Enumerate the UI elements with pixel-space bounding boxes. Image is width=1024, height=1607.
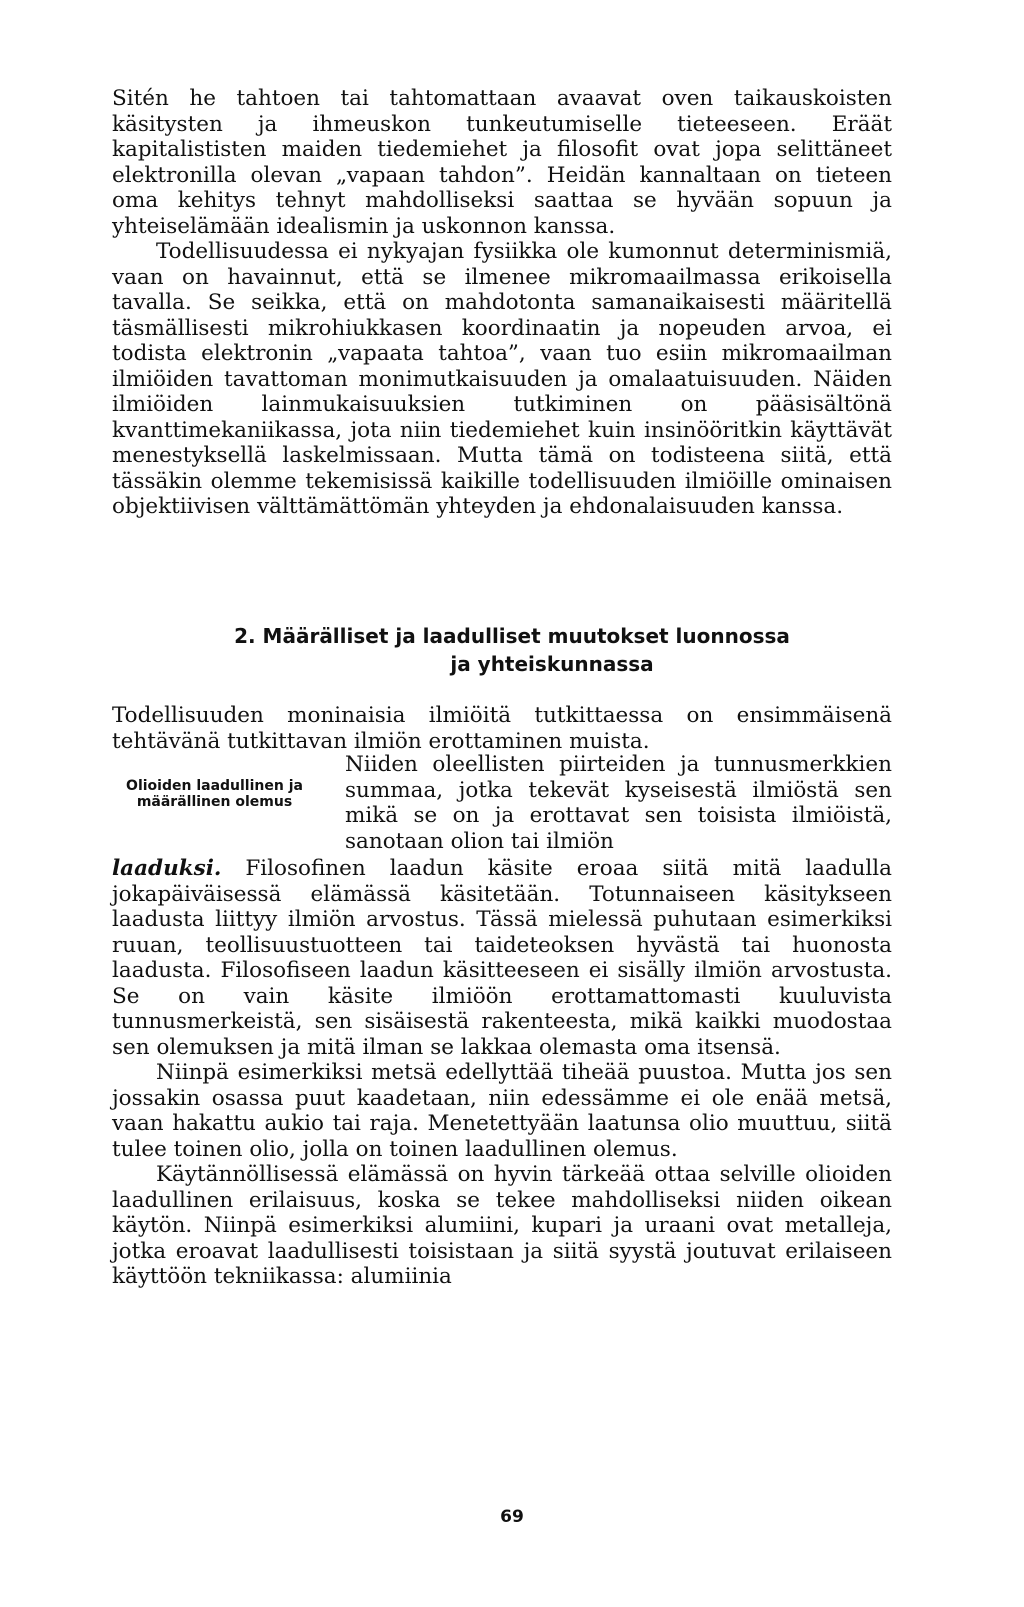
margin-note: Olioiden laadullinen ja määrällinen olemus [126,778,303,810]
side-text-block [345,752,892,854]
paragraph-intro: Todellisuuden moninaisia ilmiöitä tutkittaessa on ensimmäisenä tehtävänä tutkittavan ilmiön erottaminen muista. [112,703,892,754]
paragraph-practical: Käytännöllisessä elämässä on hyvin tärkeää ottaa selville olioiden laadullinen erilaisuus, koska se tekee mahdolliseksi niiden oikean käytön. Niinpä esimerkiksi alumiini, kupari ja uraani ovat metalleja, jotka eroavat laadullisesti toisistaan ja siitä syystä joutuvat erilaiseen käyttöön tekniikassa: alumiinia [112,1162,892,1289]
paragraph-2: Todellisuudessa ei nykyajan fysiikka ole kumonnut determinismiä, vaan on havainnut, että se ilmenee mikromaailmassa erikoisella tavalla. Se seikka, että on mahdotonta samanaikaisesti määritellä täsmällisesti mikrohiukkasen koordinaatin ja nopeuden arvoa, ei todista elektronin „vapaata tahtoa”, vaan tuo esiin mikromaailman ilmiöiden tavattoman monimutkaisuuden ja omalaatuisuuden. Näiden ilmiöiden lainmukaisuuksien tutkiminen on pääsisältönä kvanttimekaniikassa, jota niin tiedemiehet kuin insinööritkin käyttävät menestyksellä laskelmissaan. Mutta tämä on todisteena siitä, että tässäkin olemme tekemisissä kaikille todellisuuden ilmiöille ominaisen objektiivisen välttämättömän yhteyden ja ehdonalaisuuden kanssa. [112,239,892,519]
section-heading-line-1: 2. Määrälliset ja laadulliset muutokset luonnossa [234,624,790,648]
section-two-intro [112,703,892,754]
section-two-body [112,856,892,1290]
paragraph-quality [112,856,892,1060]
term-quality: laaduksi. [112,856,222,881]
paragraph-quality-text: Filosofinen laadun käsite eroaa siitä mitä laadulla jokapäiväisessä elämässä käsitetään. Totunnaiseen käsitykseen laadusta liittyy ilmiön arvostus. Tässä mielessä puhutaan esimerkiksi ruuan, teollisuustuotteen tai taideteoksen hyvästä tai huonosta laadusta. Filosofiseen laadun käsitteeseen ei sisälly ilmiön arvostusta. Se on vain käsite ilmiöön erottamattomasti kuuluvista tunnusmerkeistä, sen sisäisestä rakenteesta, mikä kaikki muodostaa sen olemuksen ja mitä ilman se lakkaa olemasta oma itsensä. [112,856,892,1060]
paragraph-side: Niiden oleellisten piirteiden ja tunnusmerkkien summaa, jotka tekevät kyseisestä ilmiöstä sen mikä se on ja erottavat sen toisista ilmiöistä, sanotaan olion tai ilmiön [345,752,892,854]
paragraph-forest: Niinpä esimerkiksi metsä edellyttää tiheää puustoa. Mutta jos sen jossakin osassa puut kaadetaan, niin edessämme ei ole enää metsä, vaan hakattu aukio tai raja. Menetettyään laatunsa olio muuttuu, siitä tulee toinen olio, jolla on toinen laadullinen olemus. [112,1060,892,1162]
section-one-text [112,86,892,520]
page-number: 69 [500,1507,524,1527]
paragraph-1: Sitén he tahtoen tai tahtomattaan avaavat oven taikauskoisten käsitysten ja ihmeuskon tunkeutumiselle tieteeseen. Eräät kapitalististen maiden tiedemiehet ja filosofit ovat jopa selittäneet elektronilla olevan „vapaan tahdon”. Heidän kannaltaan on tieteen oma kehitys tehnyt mahdolliseksi saattaa se hyvään sopuun ja yhteiselämään idealismin ja uskonnon kanssa. [112,86,892,239]
section-heading-line-2: ja yhteiskunnassa [450,652,654,676]
